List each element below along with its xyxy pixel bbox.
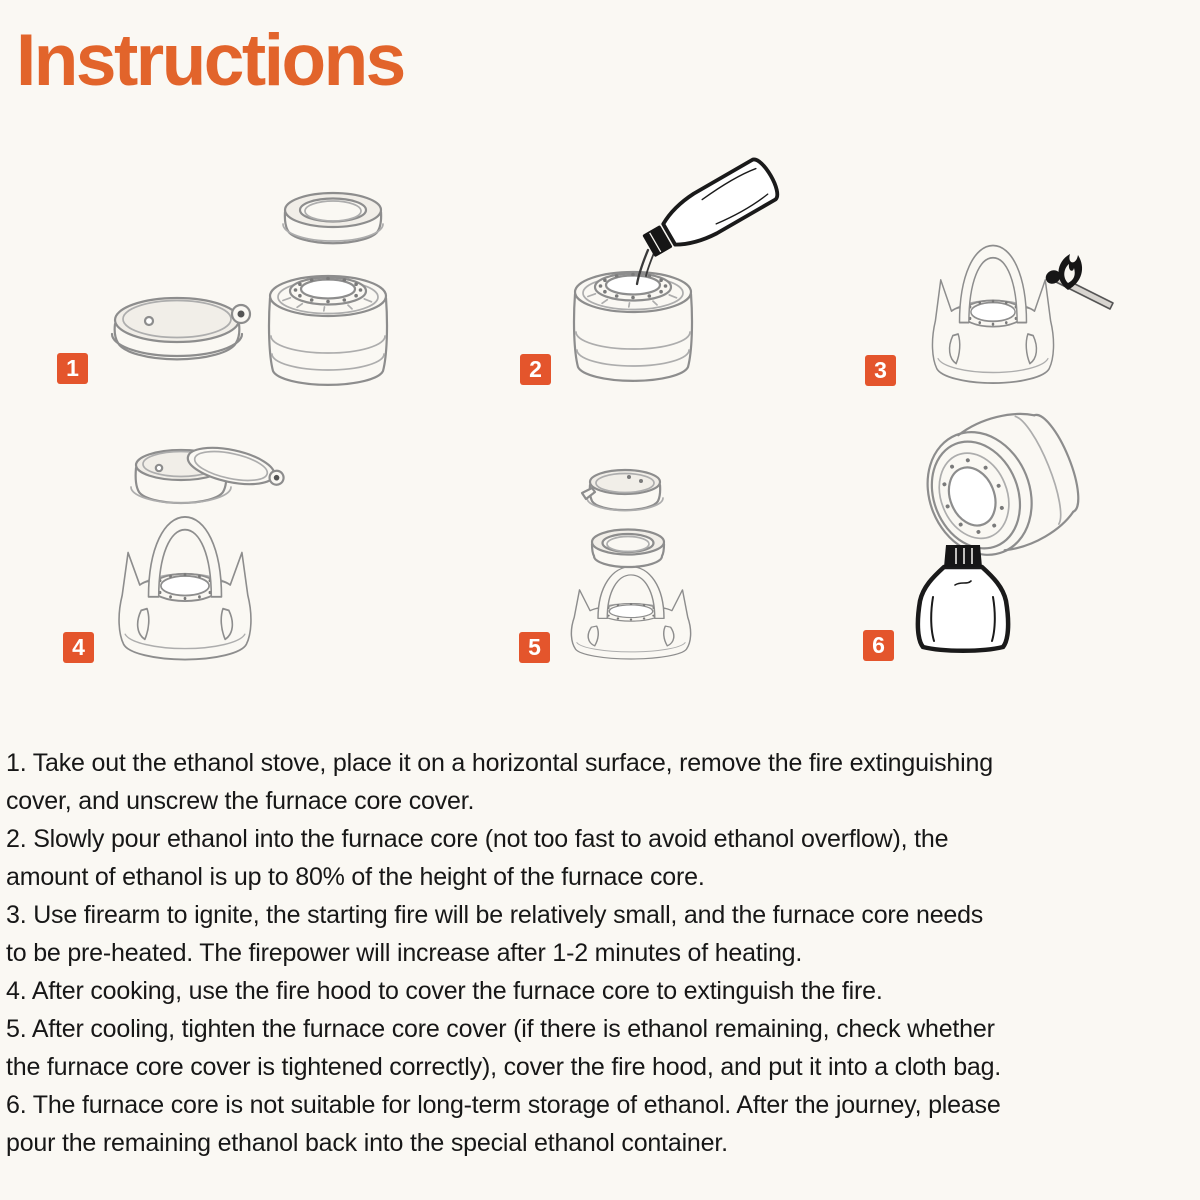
- fire-extinguishing-cover-drawing: [112, 298, 250, 359]
- step-1-text: [6, 744, 1198, 820]
- ethanol-bottle-drawing: [637, 156, 782, 266]
- instruction-line: 5. After cooling, tighten the furnace core cover (if there is ethanol remaining, check whether: [6, 1015, 995, 1043]
- step-4-text: [6, 972, 1198, 1010]
- step-1-badge: 1: [57, 353, 88, 384]
- instruction-text: [6, 744, 1198, 1162]
- cap-hole: [156, 465, 162, 471]
- furnace-core-cover-drawing: [592, 530, 664, 568]
- instruction-line: to be pre-heated. The firepower will increase after 1-2 minutes of heating.: [6, 939, 803, 967]
- panel-3-illustration: [850, 150, 1190, 400]
- instruction-line: 2. Slowly pour ethanol into the furnace core (not too fast to avoid ethanol overflow), the: [6, 825, 949, 853]
- step-2-badge: 2: [520, 354, 551, 385]
- step-3-badge: 3: [865, 355, 896, 386]
- stove-with-pot-stand-drawing: [119, 517, 251, 660]
- panel-1-illustration: [40, 148, 440, 403]
- instruction-line: 3. Use firearm to ignite, the starting fire will be relatively small, and the furnace core needs: [6, 901, 984, 929]
- stove-body-drawing: [574, 272, 692, 381]
- furnace-core-cover-drawing: [283, 193, 383, 243]
- step-5-text: [6, 1010, 1198, 1086]
- page-title: Instructions: [16, 20, 404, 101]
- lid-tab-hole: [238, 311, 245, 318]
- instruction-line: the furnace core cover is tightened correctly), cover the fire hood, and put it into a cloth bag.: [6, 1053, 1002, 1081]
- stove-with-pot-stand-drawing: [932, 245, 1053, 383]
- instruction-line: 1. Take out the ethanol stove, place it on a horizontal surface, remove the fire extinguishing: [6, 749, 993, 777]
- step-6-text: [6, 1086, 1198, 1162]
- step-4-badge: 4: [63, 632, 94, 663]
- stove-with-pot-stand-drawing: [571, 567, 690, 659]
- lid-hole: [145, 317, 153, 325]
- step-6-badge: 6: [863, 630, 894, 661]
- step-3-text: [6, 896, 1198, 972]
- step-2-text: [6, 820, 1198, 896]
- match-drawing: [1043, 254, 1113, 309]
- instruction-line: cover, and unscrew the furnace core cover.: [6, 787, 475, 815]
- cap-with-flip-lid-drawing: [582, 470, 663, 511]
- instruction-line: 6. The furnace core is not suitable for long-term storage of ethanol. After the journey, please: [6, 1091, 1001, 1119]
- stove-body-drawing: [269, 276, 387, 385]
- step-5-badge: 5: [519, 632, 550, 663]
- instruction-line: amount of ethanol is up to 80% of the height of the furnace core.: [6, 863, 705, 891]
- instruction-line: 4. After cooking, use the fire hood to cover the furnace core to extinguish the fire.: [6, 977, 883, 1005]
- tilted-stove-drawing: [909, 400, 1094, 573]
- ethanol-bottle-drawing: [918, 545, 1008, 651]
- instruction-line: pour the remaining ethanol back into the special ethanol container.: [6, 1129, 728, 1157]
- bottle-cap: [944, 545, 982, 567]
